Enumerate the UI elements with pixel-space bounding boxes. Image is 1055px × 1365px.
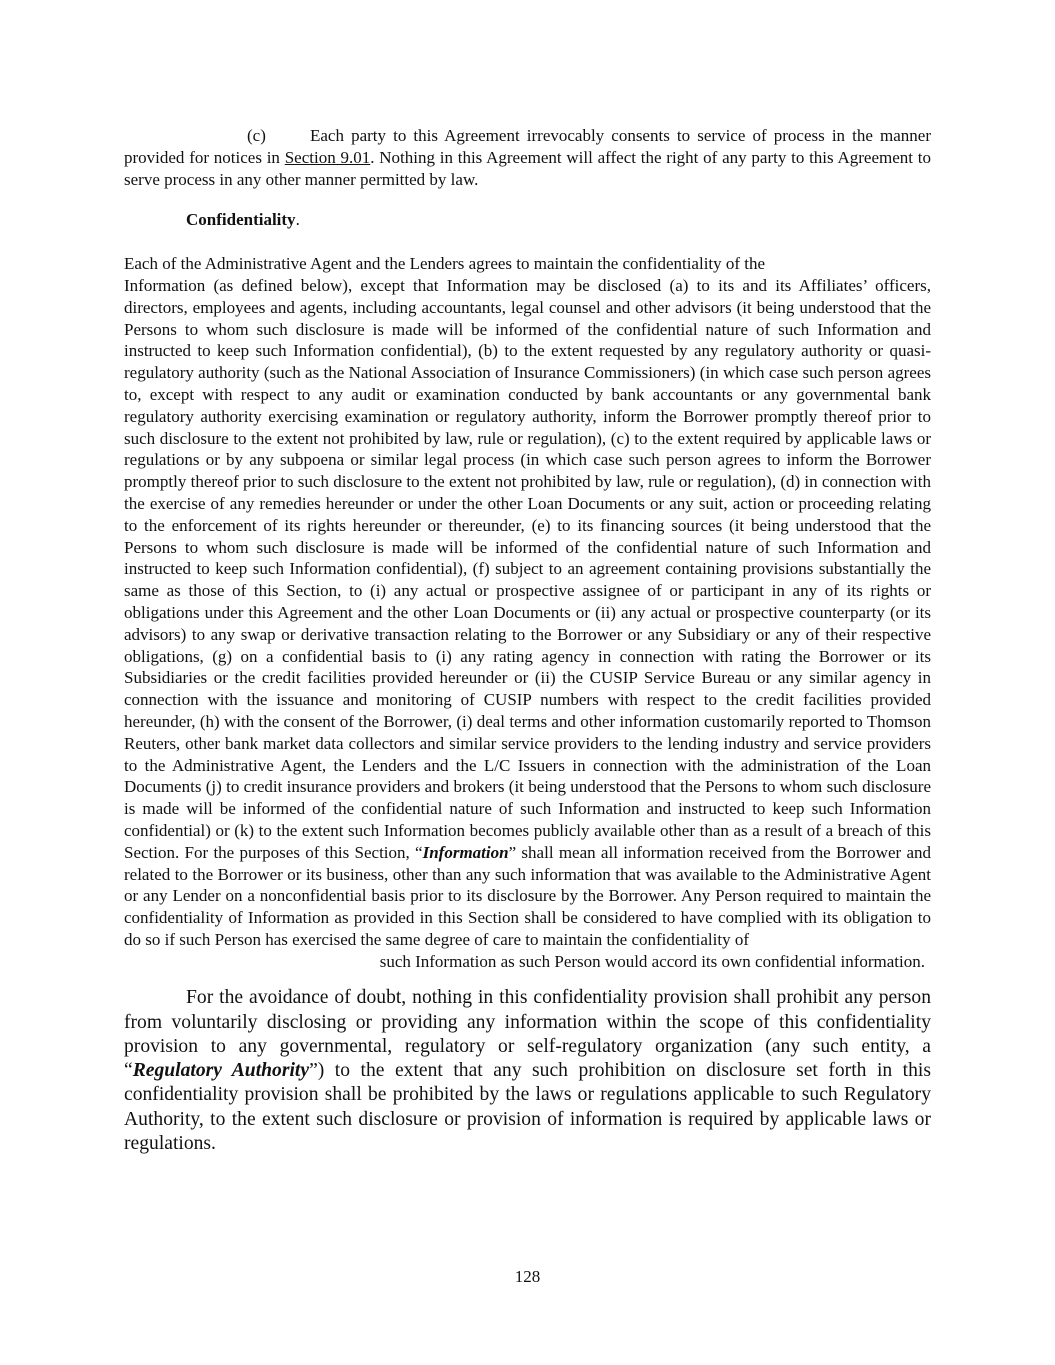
confidentiality-first-line: Each of the Administrative Agent and the Lenders agrees to maintain the confidentiality of the — [124, 254, 766, 274]
page-number: 128 — [514, 1267, 541, 1286]
defined-term-information: Information — [422, 842, 509, 862]
clause-label: (c) — [247, 126, 266, 145]
paragraph-c — [124, 125, 931, 190]
confidentiality-last-line: such Information as such Person would accord its own confidential information. — [379, 951, 925, 971]
confidentiality-body-after: ” shall mean all information received from the Borrower and related to the Borrower or its business, other than any such information that was available to the Administrative Agent or any Lender on a nonconfidential basis prior to its disclosure by the Borrower. Any Person required to maintain the confidentiality of Information as provided in this Section shall be considered to have complied with its obligation to do so if such Person has exercised the same degree of care to maintain the confidentiality of — [124, 842, 931, 949]
avoidance-paragraph — [124, 986, 931, 1155]
avoidance-after: ”) to the extent that any such prohibition on disclosure set forth in this confidentiality provision shall be prohibited by the laws or regulations applicable to such Regulatory Authority, to the extent such disclosure or provision of information is required by applicable laws or regulations. — [124, 1060, 931, 1154]
heading-period: . — [295, 210, 300, 230]
heading-title: Confidentiality — [186, 210, 296, 230]
paragraph-c-rest: . Nothing in this Agreement will affect the right of any party to this Agreement to serve process in any other manner permitted by law. — [124, 147, 931, 189]
confidentiality-body-before: Information (as defined below), except that Information may be disclosed (a) to its and its Affiliates’ officers, directors, employees and agents, including accountants, legal counsel and other advisors (it being understood that the Persons to whom such disclosure is made will be informed of the confidential nature of such Information and instructed to keep such Information confidential), (b) to the extent requested by any regulatory authority or quasi-regulatory authority (such as the National Association of Insurance Commissioners) (in which case such person agrees to, except with respect to any audit or examination conducted by bank accountants or any governmental bank regulatory authority exercising examination or regulatory authority, inform the Borrower promptly thereof prior to such disclosure to the extent not prohibited by law, rule or regulation), (c) to the extent required by applicable laws or regulations or by any subpoena or similar legal process (in which case such person agrees to inform the Borrower promptly thereof prior to such disclosure to the extent not prohibited by law, rule or regulation), (d) in connection with the exercise of any remedies hereunder or under the other Loan Documents or any suit, action or proceeding relating to the enforcement of its rights hereunder or thereunder, (e) to its financing sources (it being understood that the Persons to whom such disclosure is made will be informed of the confidential nature of such Information and instructed to keep such Information confidential), (f) subject to an agreement containing provisions substantially the same as those of this Section, to (i) any actual or prospective assignee of or participant in any of its rights or obligations under this Agreement and the other Loan Documents or (ii) any actual or prospective counterparty (or its advisors) to any swap or derivative transaction relating to the Borrower or any Subsidiary or any of their respective obligations, (g) on a confidential basis to (i) any rating agency in connection with rating the Borrower or its Subsidiaries or the credit facilities provided hereunder or (ii) the CUSIP Service Bureau or any similar agency in connection with the issuance and monitoring of CUSIP numbers with respect to the credit facilities provided hereunder, (h) with the consent of the Borrower, (i) deal terms and other information customarily reported to Thomson Reuters, other bank market data collectors and similar service providers to the lending industry and service providers to the Administrative Agent, the Lenders and the L/C Issuers in connection with the administration of the Loan Documents (j) to credit insurance providers and brokers (it being understood that the Persons to whom such disclosure is made will be informed of the confidential nature of such Information and instructed to keep such Information confidential) or (k) to the extent such Information becomes publicly available other than as a result of a breach of this Section. For the purposes of this Section, “ — [124, 275, 931, 862]
section-reference-link[interactable]: Section 9.01 — [284, 147, 371, 167]
confidentiality-body — [124, 275, 931, 951]
defined-term-regulatory-authority: Regulatory Authority — [132, 1060, 310, 1082]
section-heading — [186, 209, 931, 231]
confidentiality-paragraph — [124, 253, 931, 972]
document-page — [124, 125, 931, 1156]
paragraph-c-lead: Each party to this Agreement irrevocably consents to service of process in the manner provided for notices in — [124, 126, 931, 167]
avoidance-before: For the avoidance of doubt, nothing in this confidentiality provision shall prohibit any person from voluntarily disclosing or providing any information within the scope of this confidentiality provision to any governmental, regulatory or self-regulatory organization (any such entity, a “ — [124, 987, 931, 1082]
